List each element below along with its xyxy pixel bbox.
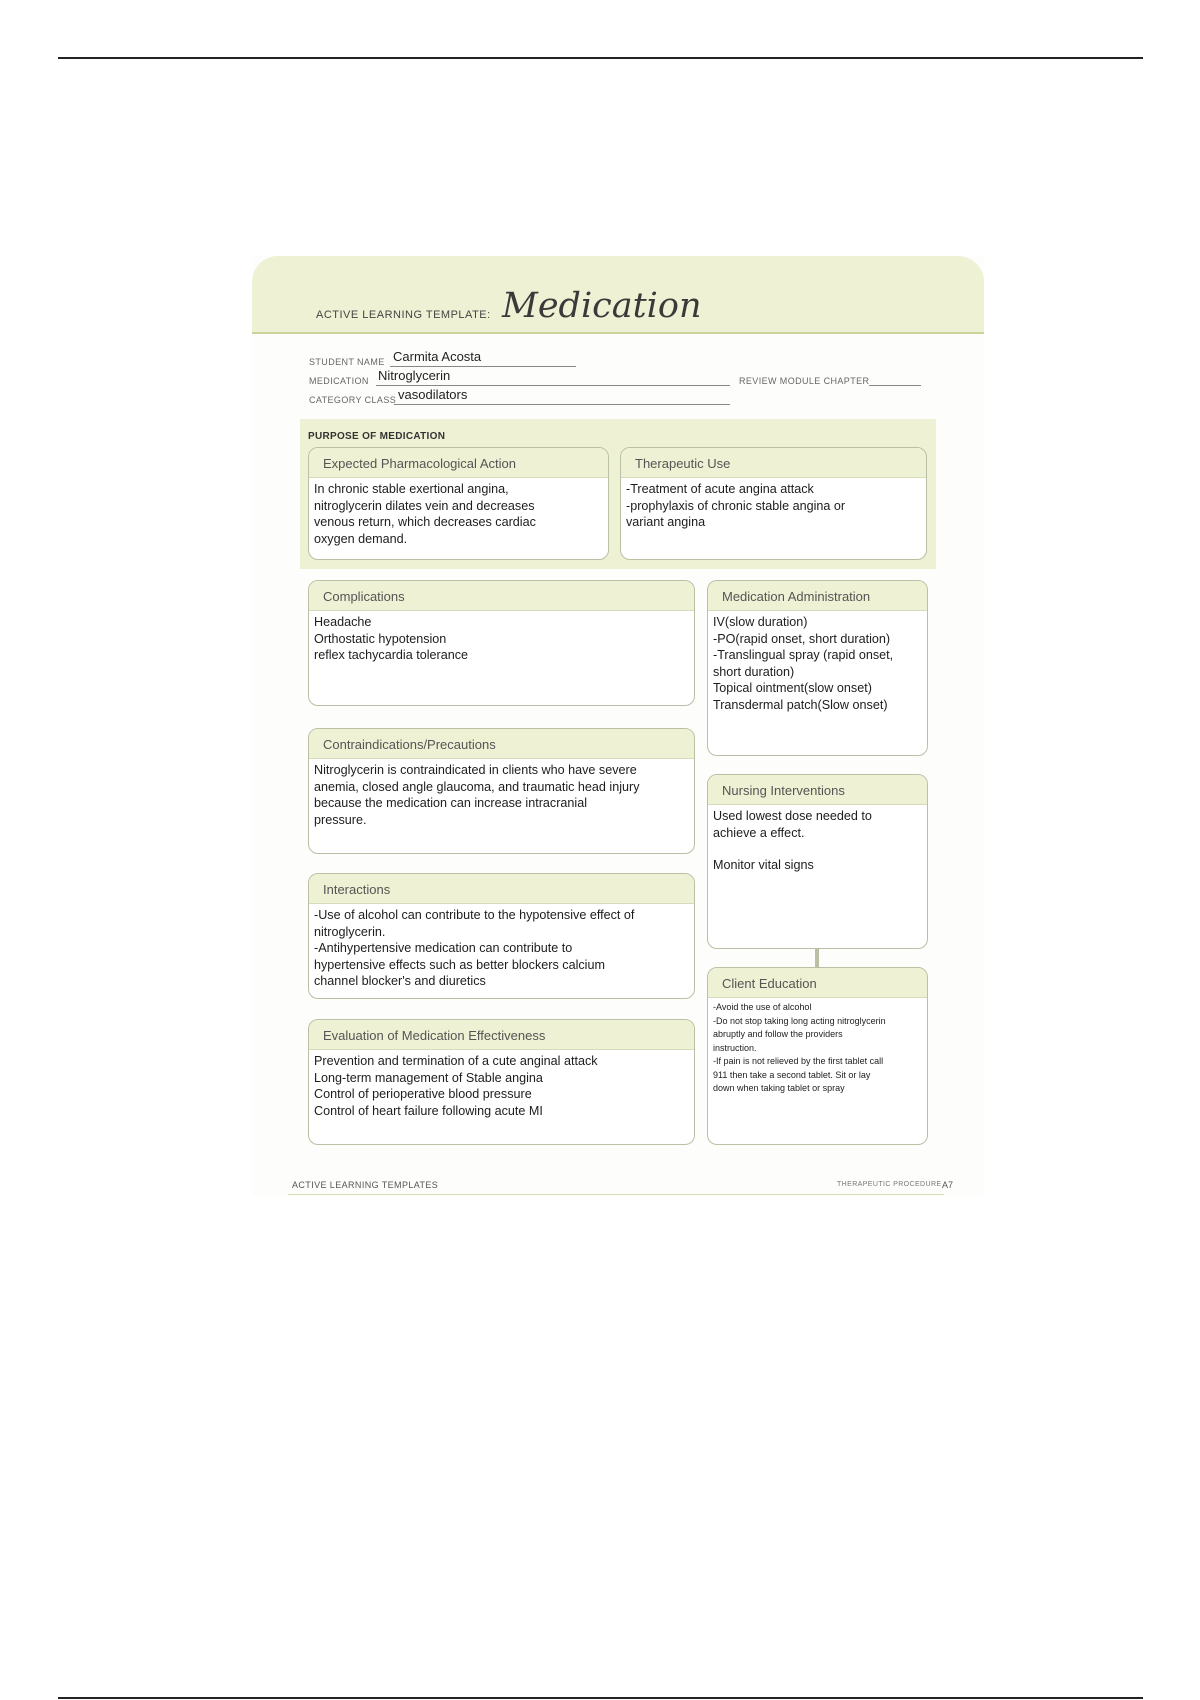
top-rule [58, 57, 1143, 59]
nursing-interventions-title: Nursing Interventions [708, 775, 927, 805]
medication-administration-body [708, 611, 927, 713]
template-header [252, 256, 984, 334]
category-class-label: CATEGORY CLASS [309, 395, 397, 405]
text-line: 911 then take a second tablet. Sit or lay [713, 1069, 871, 1080]
medication-label: MEDICATION [309, 376, 369, 386]
complications-title: Complications [309, 581, 694, 611]
therapeutic-use-title: Therapeutic Use [621, 448, 926, 478]
client-education-title: Client Education [708, 968, 927, 998]
nursing-interventions-card [707, 774, 928, 949]
text-line: -If pain is not relieved by the first tablet call [713, 1056, 884, 1066]
category-class-value: vasodilators [398, 387, 468, 402]
text-line: IV(slow duration) [713, 615, 808, 629]
contraindications-card [308, 728, 695, 854]
text-line: reflex tachycardia tolerance [314, 648, 469, 662]
template-label: ACTIVE LEARNING TEMPLATE: [316, 309, 491, 321]
text-line: oxygen demand. [314, 531, 408, 546]
therapeutic-use-body [621, 478, 926, 531]
interactions-title: Interactions [309, 874, 694, 904]
text-line: Long-term management of Stable angina [314, 1070, 543, 1085]
student-name-label: STUDENT NAME [309, 357, 385, 367]
client-education-card [707, 967, 928, 1145]
template-title: Medication [502, 286, 702, 326]
medication-line [376, 385, 730, 386]
text-line: -Do not stop taking long acting nitroglycerin [713, 1015, 886, 1026]
interactions-card [308, 873, 695, 999]
text-line: Used lowest dose needed to [713, 809, 872, 823]
category-class-line [394, 404, 730, 405]
client-education-body [708, 998, 927, 1096]
text-line: Monitor vital signs [713, 858, 814, 872]
nursing-interventions-body [708, 805, 927, 874]
expected-action-body [309, 478, 608, 547]
text-line: variant angina [626, 515, 706, 529]
text-line: -Translingual spray (rapid onset, [713, 648, 894, 662]
text-line: Control of heart failure following acute MI [314, 1103, 543, 1118]
text-line: Topical ointment(slow onset) [713, 681, 872, 695]
contraindications-title: Contraindications/Precautions [309, 729, 694, 759]
text-line: Nitroglycerin is contraindicated in clients who have severe [314, 763, 637, 777]
text-line: Prevention and termination of a cute anginal attack [314, 1054, 598, 1068]
text-line: -Antihypertensive medication can contribute to [314, 941, 573, 955]
evaluation-body [309, 1050, 694, 1119]
purpose-label: PURPOSE OF MEDICATION [308, 431, 446, 442]
text-line: -Avoid the use of alcohol [713, 1002, 812, 1012]
contraindications-body [309, 759, 694, 828]
text-line: nitroglycerin dilates vein and decreases [314, 498, 535, 513]
review-module-label: REVIEW MODULE CHAPTER [739, 376, 870, 386]
footer-rule [288, 1194, 944, 1195]
text-line: achieve a effect. [713, 825, 805, 840]
text-line: Headache [314, 615, 372, 629]
therapeutic-use-card [620, 447, 927, 560]
footer-page-number: A7 [942, 1180, 954, 1190]
text-line: short duration) [713, 664, 795, 679]
card-connector [815, 949, 819, 967]
evaluation-title: Evaluation of Medication Effectiveness [309, 1020, 694, 1050]
text-line: anemia, closed angle glaucoma, and traumatic head injury [314, 779, 640, 794]
text-line: hypertensive effects such as better blockers calcium [314, 957, 605, 972]
interactions-body [309, 904, 694, 990]
text-line: channel blocker's and diuretics [314, 974, 486, 988]
medication-template-sheet [252, 256, 984, 1196]
text-line: because the medication can increase intracranial [314, 796, 588, 810]
text-line: Transdermal patch(Slow onset) [713, 697, 888, 712]
medication-administration-title: Medication Administration [708, 581, 927, 611]
text-line: -prophylaxis of chronic stable angina or [626, 498, 846, 513]
text-line: -Use of alcohol can contribute to the hypotensive effect of [314, 908, 635, 922]
complications-card [308, 580, 695, 706]
text-line: Orthostatic hypotension [314, 631, 447, 646]
expected-action-card [308, 447, 609, 560]
student-name-line [390, 366, 576, 367]
medication-value: Nitroglycerin [378, 368, 451, 383]
spacer [713, 841, 921, 857]
text-line: venous return, which decreases cardiac [314, 515, 536, 529]
text-line: nitroglycerin. [314, 924, 386, 939]
text-line: -Treatment of acute angina attack [626, 482, 814, 496]
text-line: Control of perioperative blood pressure [314, 1087, 532, 1101]
text-line: down when taking tablet or spray [713, 1083, 845, 1093]
expected-action-title: Expected Pharmacological Action [309, 448, 608, 478]
footer-right-label: THERAPEUTIC PROCEDURE [837, 1181, 942, 1188]
evaluation-card [308, 1019, 695, 1145]
text-line: -PO(rapid onset, short duration) [713, 631, 891, 646]
bottom-rule [58, 1697, 1143, 1699]
purpose-of-medication-section [300, 419, 936, 569]
text-line: In chronic stable exertional angina, [314, 482, 509, 496]
complications-body [309, 611, 694, 664]
student-name-value: Carmita Acosta [393, 349, 482, 364]
text-line: pressure. [314, 812, 367, 827]
medication-administration-card [707, 580, 928, 756]
text-line: abruptly and follow the providers [713, 1029, 843, 1039]
footer-left-label: ACTIVE LEARNING TEMPLATES [292, 1180, 439, 1190]
review-module-line [869, 385, 921, 386]
text-line: instruction. [713, 1042, 757, 1053]
